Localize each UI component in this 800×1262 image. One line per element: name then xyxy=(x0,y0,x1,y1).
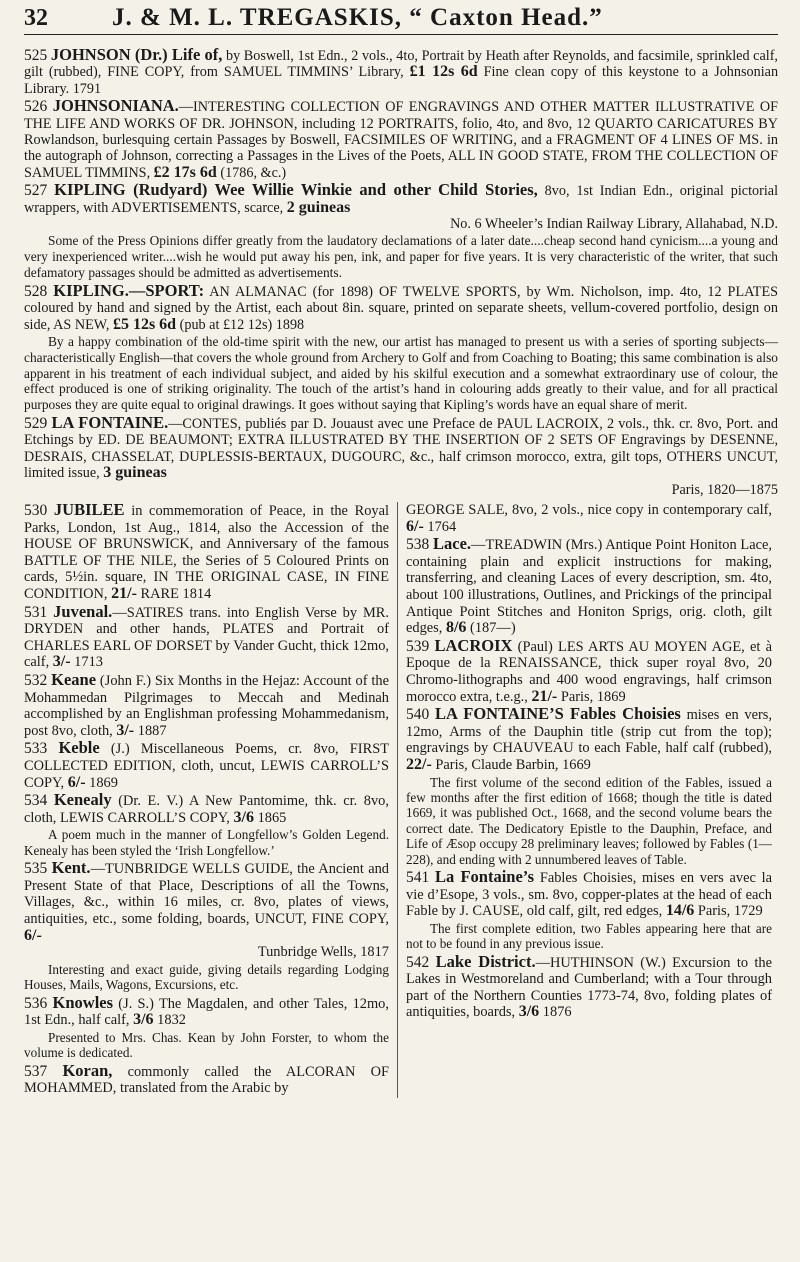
entry-date: Paris, Claude Barbin, 1669 xyxy=(435,757,591,773)
catalogue-entry xyxy=(24,98,778,181)
entry-price: 3/- xyxy=(116,721,135,739)
entry-description: AN ALMANAC (for 1898) OF TWELVE SPORTS, by Wm. Nicholson, imp. 4to, 12 PLATES coloured by hand and signed by the Artist, each about 8in. square, printed on separate sheets, vellum-covered portfolio, design on side, AS NEW, xyxy=(24,283,778,333)
entry-annotation: The first volume of the second edition of the Fables, issued a few months after the first edition of 1668; though the title is dated 1669, it was published Oct., 1668, and the second volume bears the correct date. The Dedicatory Epistle to the Dauphin, Preface, and Life of Æsop occupy 28 preliminary leaves; followed by Fables (1—228), and ending with 2 unnumbered leaves of Table. xyxy=(406,774,772,867)
entry-number: 527 xyxy=(24,182,48,200)
entry-annotation: Presented to Mrs. Chas. Kean by John Forster, to whom the volume is dedicated. xyxy=(24,1029,389,1061)
entry-price: 3/6 xyxy=(133,1011,154,1029)
catalogue-entry xyxy=(406,635,772,705)
entry-description: (J. S.) The Magdalen, and other Tales, 12mo, 1st Edn., half calf, xyxy=(24,995,389,1029)
entry-imprint: No. 6 Wheeler’s Indian Railway Library, Allahabad, N.D. xyxy=(450,216,778,233)
entry-heading: Keane xyxy=(51,670,97,690)
entry-date: 1876 xyxy=(542,1004,572,1021)
entry-description: —INTERESTING COLLECTION OF ENGRAVINGS AND OTHER MATTER ILLUSTRATIVE OF THE LIFE AND WORKS OF DR. JOHNSON, including 12 PORTRAITS, folio, 4to, and 8vo, 12 QUARTO CARICATURES BY Rowlandson, burlesquing certain Passages by Boswell, FACSIMILES OF WRITING, and a FRAGMENT OF 4 LINES OF MS. in the autograph of Johnson, correcting a Passages in the Lives of the Poets, ALL IN GOOD STATE, FROM THE COLLECTION OF SAMUEL TIMMINS, xyxy=(24,99,778,181)
entry-heading: La Fontaine’s xyxy=(434,867,535,887)
entry-price: 21/- xyxy=(531,687,558,705)
running-title: J. & M. L. TREGASKIS, “ Caxton Head.” xyxy=(112,4,603,31)
entry-number: 541 xyxy=(406,869,430,887)
catalogue-entry xyxy=(24,601,389,671)
catalogue-entry xyxy=(406,706,772,773)
entry-date: (pub at £12 12s) 1898 xyxy=(179,316,305,333)
catalogue-entry-continued xyxy=(406,502,772,535)
entry-number: 537 xyxy=(24,1062,48,1080)
entry-heading: JOHNSON (Dr.) Life of, xyxy=(50,45,223,64)
entry-heading: Lace. xyxy=(433,534,472,554)
entry-description: —CONTES, publiés par D. Jouaust avec une Preface de PAUL LACROIX, 2 vols., thk. cr. 8vo, Port. and Etchings by ED. DE BEAUMONT; EXTRA ILLUSTRATED BY THE INSERTION OF 2 SETS OF Engravings by DESENNE, DESRAIS, CHASSELAT, DUPLESSIS-BERTAUX, DUGOURC, &c., half crimson morocco, extra, gilt tops, OTHERS UNCUT, limited issue, xyxy=(24,416,778,482)
entry-description: —SATIRES trans. into English Verse by MR. DRYDEN and other hands, PLATES and Portrait of CHARLES EARL OF DORSET by Vander Gucht, thick 12mo, calf, xyxy=(24,604,389,671)
entry-price: 3/6 xyxy=(518,1003,540,1021)
entry-heading: Kent. xyxy=(51,858,91,878)
entry-heading: KIPLING.—SPORT: xyxy=(53,280,205,300)
entry-imprint: Paris, 1820—1875 xyxy=(671,481,778,498)
entry-date: Paris, 1729 xyxy=(697,903,763,920)
catalogue-entry xyxy=(24,992,389,1029)
entry-annotation: A poem much in the manner of Longfellow’s Golden Legend. Kenealy has been styled the ‘Irish Longfellow.’ xyxy=(24,827,389,858)
entry-annotation: Interesting and exact guide, giving details regarding Lodging Houses, Mails, Wagons, Excursions, etc. xyxy=(24,961,389,993)
entry-number: 542 xyxy=(406,953,430,971)
entry-number: 538 xyxy=(406,536,430,554)
entry-number: 531 xyxy=(24,603,48,621)
entry-description: (Dr. E. V.) A New Pantomime, thk. cr. 8vo, cloth, LEWIS CARROLL’S COPY, xyxy=(24,793,389,826)
entry-date: (1786, &c.) xyxy=(220,164,287,181)
entry-price: 3/- xyxy=(52,653,71,671)
entry-price: 6/- xyxy=(67,773,86,791)
entry-price: 14/6 xyxy=(665,902,695,920)
entry-price: 22/- xyxy=(406,756,432,773)
entry-date: 1887 xyxy=(137,722,167,739)
entry-description: (Paul) LES ARTS AU MOYEN AGE, et à Epoque de la RENAISSANCE, thick super royal 8vo, 20 Chromo-lithographs and 400 wood engravings, half crimson morocco extra, t.e.g., xyxy=(406,638,772,705)
entry-description: GEORGE SALE, 8vo, 2 vols., nice copy in contemporary calf, xyxy=(406,502,772,519)
entry-price: 6/- xyxy=(24,926,42,944)
entry-number: 526 xyxy=(24,98,48,116)
entry-number: 533 xyxy=(24,740,48,758)
entry-number: 534 xyxy=(24,792,48,810)
catalogue-entry xyxy=(24,182,778,232)
entry-description: 8vo, 1st Indian Edn., original pictorial wrappers, with ADVERTISEMENTS, scarce, xyxy=(24,183,779,216)
entry-date: Paris, 1869 xyxy=(560,688,626,705)
entry-number: 536 xyxy=(24,994,48,1012)
entry-date: 1832 xyxy=(157,1012,186,1029)
entry-description: —HUTHINSON (W.) Excursion to the Lakes in Westmoreland and Cumberland; with a Tour through part of the Northern Counties 1773-74, 8vo, folding plates of antiquities, boards, xyxy=(406,954,772,1021)
entry-number: 529 xyxy=(24,415,48,433)
entry-description: —TUNBRIDGE WELLS GUIDE, the Ancient and Present State of that Place, Descriptions of all the Towns, Villages, &c., within 16 miles, cr. 8vo, plates of views, antiquities, etc., some folding, boards, UNCUT, FINE COPY, xyxy=(24,861,389,927)
page-header xyxy=(24,4,778,35)
catalogue-entry xyxy=(24,860,389,961)
entry-heading: JUBILEE xyxy=(53,500,125,520)
entry-heading: Keble xyxy=(58,738,100,758)
catalogue-entry xyxy=(406,951,772,1021)
entry-heading: KIPLING (Rudyard) Wee Willie Winkie and other Child Stories, xyxy=(54,180,538,200)
page-number: 32 xyxy=(24,5,48,31)
entry-number: 530 xyxy=(24,502,48,520)
catalogue-entry xyxy=(24,1060,389,1097)
entry-note: Fine clean copy of this keystone to a Johnsonian Library. 1791 xyxy=(24,64,779,97)
entry-heading: Knowles xyxy=(52,992,114,1012)
entry-imprint: Tunbridge Wells, 1817 xyxy=(257,944,389,961)
catalogue-entry xyxy=(24,792,389,826)
entry-price: 6/- xyxy=(406,517,424,535)
entry-number: 525 xyxy=(24,47,48,64)
entry-price: 2 guineas xyxy=(286,198,351,216)
entry-description: in commemoration of Peace, in the Royal Parks, London, 1st Aug., 1814, also the Accession of the HOUSE OF BRUNSWICK, and Anniversary of the famous BATTLE OF THE NILE, the Series of 5 Coloured Prints on cards, 5½in. square, IN THE ORIGINAL CASE, IN FINE CONDITION, xyxy=(24,503,389,603)
entry-price: 21/- xyxy=(111,585,137,603)
entry-date: (187—) xyxy=(470,620,516,637)
entry-heading: Kenealy xyxy=(53,790,112,810)
entries-full-width xyxy=(24,47,778,498)
entry-price: £5 12s 6d xyxy=(112,315,177,333)
entry-annotation: The first complete edition, two Fables appearing here that are not to be found in any previous issue. xyxy=(406,920,772,952)
entry-date: 1764 xyxy=(427,518,457,535)
entry-number: 539 xyxy=(406,637,430,655)
two-column-listing xyxy=(24,502,778,1098)
catalogue-entry xyxy=(24,740,389,791)
entry-price: 3 guineas xyxy=(103,464,167,482)
entry-date: 1869 xyxy=(89,774,118,791)
entry-heading: LA FONTAINE’S Fables Choisies xyxy=(434,704,681,724)
entry-number: 540 xyxy=(406,706,430,724)
entry-price: £2 17s 6d xyxy=(153,163,217,181)
entry-price: £1 12s 6d xyxy=(409,63,478,81)
entry-heading: JOHNSONIANA. xyxy=(52,96,179,116)
entry-heading: Koran, xyxy=(62,1060,113,1080)
entry-date: RARE 1814 xyxy=(140,586,212,603)
entry-description: Fables Choisies, mises en vers avec la vie d’Esope, 3 vols., sm. 8vo, copper-plates at the head of each Fable by J. CAUSE, old calf, gilt, red edges, xyxy=(406,870,772,920)
catalogue-entry xyxy=(406,536,772,637)
entry-annotation: Some of the Press Opinions differ greatly from the laudatory declamations of a later date....cheap second hand cynicism....a young and very inexperienced writer....wish he would put away his pen, ink, and paper for five years. It is very characteristic of the writer, that such defamatory passages should be admitted as advertisements. xyxy=(24,233,778,281)
entry-heading: LACROIX xyxy=(434,635,513,655)
entry-number: 532 xyxy=(24,672,48,690)
catalogue-entry xyxy=(24,415,778,498)
entry-annotation: By a happy combination of the old-time spirit with the new, our artist has managed to present us with a series of sporting subjects—characteristically English—that covers the whole ground from Archery to Golf and from Coaching to Boating; this same combination is also apparent in his treatment of each individual subject, and aided by his skilful execution and a somewhat extraordinary use of colour, the effect produced is one of striking originality. The touch of the artist’s hand in colouring adds greatly to their value, and for all practical purposes they are quite equal to original drawings. It goes without saying that Kipling’s words have an equal share of merit. xyxy=(24,334,778,413)
entry-heading: LA FONTAINE. xyxy=(51,413,169,433)
catalogue-entry xyxy=(24,672,389,739)
entry-date: 1713 xyxy=(74,654,103,671)
entry-description: (John F.) Six Months in the Hejaz: Account of the Mohammedan Pilgrimages to Meccah and Medinah accomplished by an Englishman professing Mohammedanism, post 8vo, cloth, xyxy=(24,673,389,739)
catalogue-entry xyxy=(406,869,772,920)
entry-description: (J.) Miscellaneous Poems, cr. 8vo, FIRST COLLECTED EDITION, cloth, uncut, LEWIS CARROLL’S COPY, xyxy=(24,741,389,791)
entry-date: 1865 xyxy=(257,809,287,826)
catalogue-entry xyxy=(24,502,389,603)
entry-description: —TREADWIN (Mrs.) Antique Point Honiton Lace, containing plain and explicit instructions for making, transferring, and cleaning Laces of every description, sm. 4to, about 100 illustrations, Outlines, and Prickings of the principal Antique Point Stitches and Honiton Sprigs, orig. cloth, gilt edges, xyxy=(406,537,772,637)
left-column xyxy=(24,502,398,1098)
catalogue-entry xyxy=(24,280,778,333)
entry-price: 3/6 xyxy=(233,808,254,826)
entry-description: mises en vers, 12mo, Arms of the Dauphin title (strip cut from the top); engravings by CHAUVEAU to each Fable, half calf (rubbed), xyxy=(406,707,772,757)
entry-price: 8/6 xyxy=(445,619,467,637)
entry-heading: Juvenal. xyxy=(53,601,113,621)
entry-heading: Lake District. xyxy=(435,951,536,971)
right-column xyxy=(398,502,772,1098)
catalogue-entry xyxy=(24,47,778,97)
entry-number: 535 xyxy=(24,860,48,878)
entry-number: 528 xyxy=(24,282,48,300)
entry-description: by Boswell, 1st Edn., 2 vols., 4to, Portrait by Heath after Reynolds, and facsimile, sprinkled calf, gilt (rubbed), FINE COPY, from SAMUEL TIMMINS’ Library, xyxy=(24,48,778,81)
entry-description: commonly called the ALCORAN OF MOHAMMED, translated from the Arabic by xyxy=(24,1063,389,1097)
